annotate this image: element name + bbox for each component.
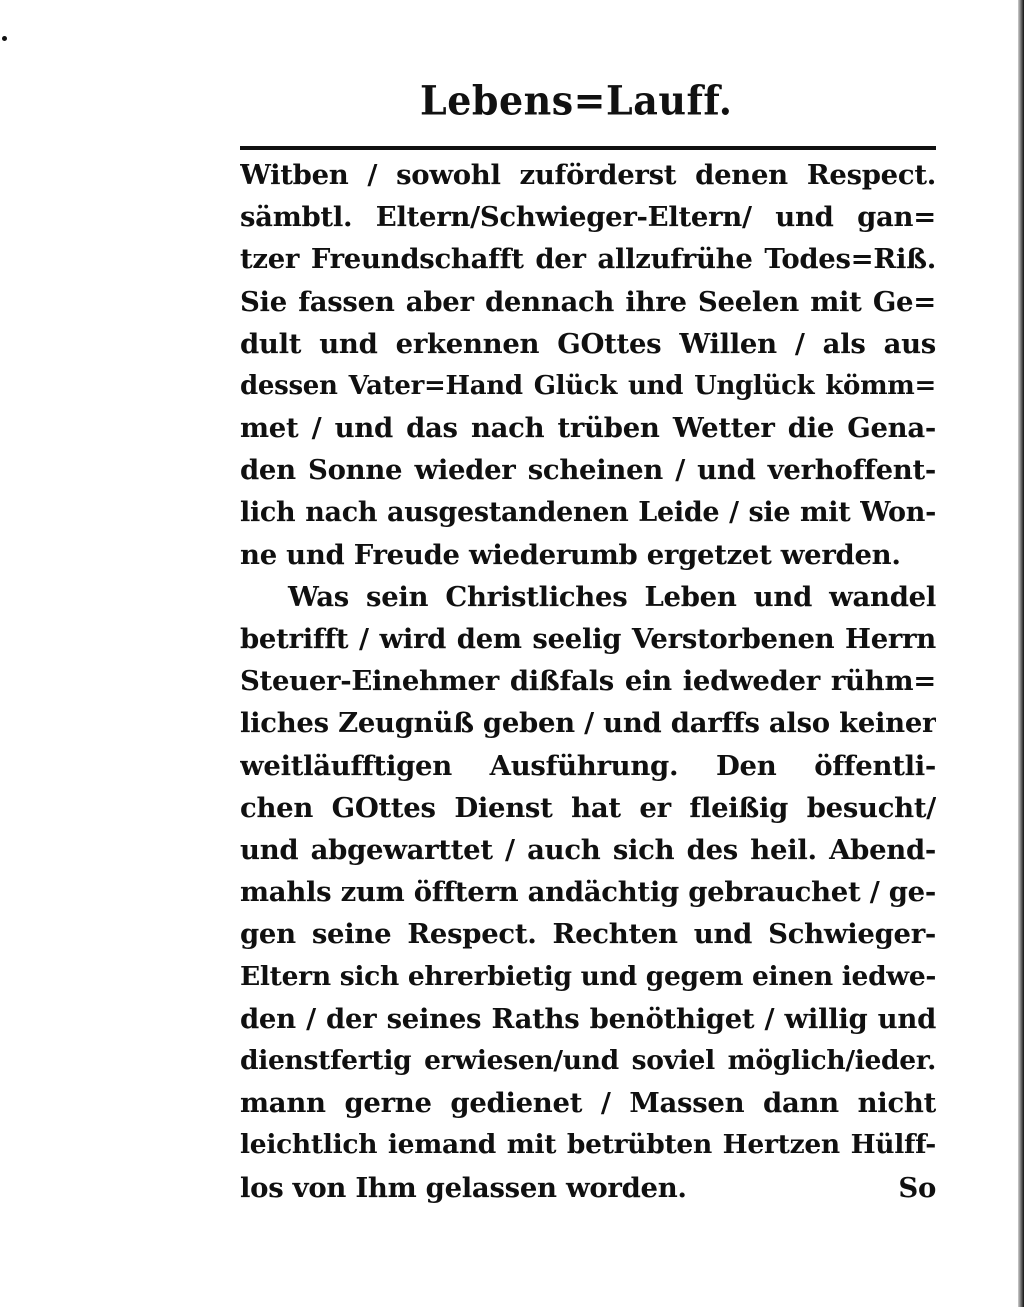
catchword: So [898,1171,936,1204]
text-line: und abgewarttet / auch sich des heil. Abend- [240,834,936,866]
text-line: dienstfertig erwiesen/und soviel möglich/ieder. [240,1044,936,1076]
text-line: betrifft / wird dem seelig Verstorbenen Herrn [240,623,936,656]
text-line: ne und Freude wiederumb ergetzet werden. [240,538,901,571]
scan-speck [2,36,7,41]
text-line: sämbtl. Eltern/Schwieger-Eltern/ und gan= [240,201,936,234]
text-line: den Sonne wieder scheinen / und verhoffent- [240,454,936,487]
text-line: Steuer-Einehmer dißfals ein iedweder rühm= [240,665,936,698]
body-text [240,154,936,1209]
text-line: Sie fassen aber dennach ihre Seelen mit Ge= [240,285,936,318]
text-line: liches Zeugnüß geben / und darffs also keiner [240,707,936,740]
running-title: Lebens=Lauff. [420,76,733,125]
text-line: Was sein Christliches Leben und wandel [288,580,936,613]
text-line: mann gerne gedienet / Massen dann nicht [240,1087,936,1120]
text-line: lich nach ausgestandenen Leide / sie mit Won- [240,496,936,528]
text-line: weitläufftigen Ausführung. Den öffentli- [240,749,936,782]
text-line: met / und das nach trüben Wetter die Gena- [240,412,936,445]
text-line: leichtlich iemand mit betrübten Hertzen Hülff- [240,1129,936,1161]
text-line: dessen Vater=Hand Glück und Unglück kömm= [240,370,936,401]
header-rule [240,146,936,150]
text-line: tzer Freundschafft der allzufrühe Todes=Riß. [240,243,936,276]
text-line: los von Ihm gelassen worden. [240,1171,687,1204]
text-line: den / der seines Raths benöthiget / willig und [240,1002,936,1035]
text-line: dult und erkennen GOttes Willen / als aus [240,327,936,360]
scan-border [1018,0,1024,1307]
text-line: mahls zum öfftern andächtig gebrauchet / ge- [240,876,936,909]
closing-line [240,1167,936,1209]
text-line: Witben / sowohl zuförderst denen Respect. [240,159,936,191]
text-line: chen GOttes Dienst hat er fleißig besucht/ [240,791,936,824]
text-line: Eltern sich ehrerbietig und gegem einen iedwe- [240,960,936,992]
text-line: gen seine Respect. Rechten und Schwieger- [240,918,936,951]
